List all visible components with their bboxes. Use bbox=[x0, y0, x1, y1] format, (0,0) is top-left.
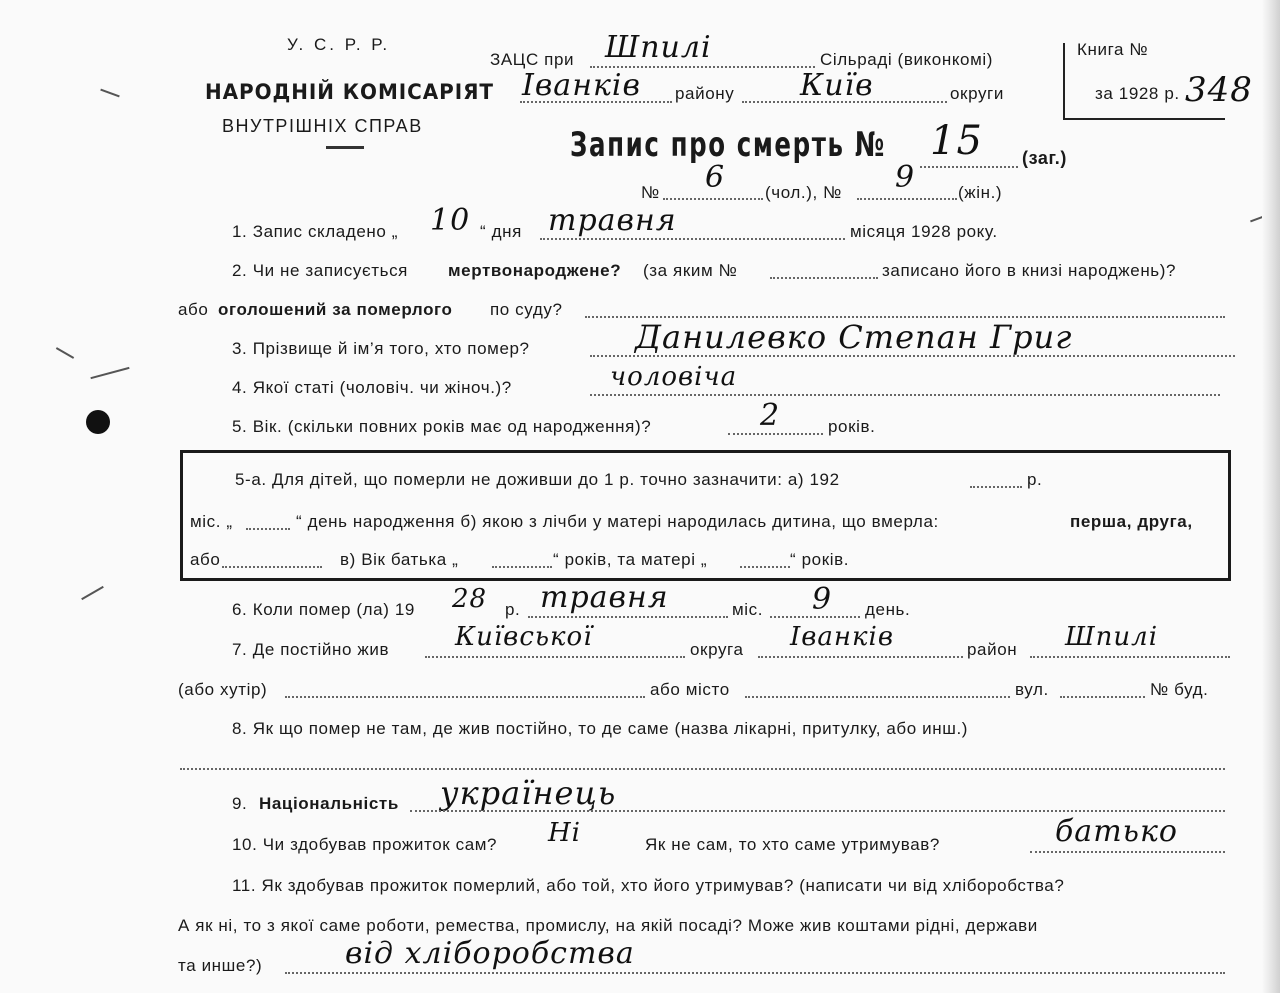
header-dash bbox=[326, 146, 364, 149]
q6-r: р. bbox=[505, 600, 521, 619]
q5a-mother-age-dots bbox=[740, 566, 790, 568]
q2-number-dots bbox=[770, 277, 878, 279]
margin-mark bbox=[100, 89, 119, 98]
q7-city-dots bbox=[745, 696, 1010, 698]
okrug-dots bbox=[742, 101, 947, 103]
q6-mis: міс. bbox=[732, 600, 764, 619]
okrug-label: округи bbox=[950, 84, 1004, 103]
q7-khutir-dots bbox=[285, 696, 645, 698]
header-commissariat: НАРОДНІЙ КОМІСАРІЯТ bbox=[205, 80, 494, 104]
q3-label: 3. Прізвище й ім’я того, хто помер? bbox=[232, 339, 530, 358]
q2-line1-c: записано його в книзі народжень)? bbox=[882, 261, 1177, 280]
q5a-line3-a: або bbox=[190, 550, 221, 569]
q5a-line2-a: міс. „ bbox=[190, 512, 233, 531]
q7-raion-label: район bbox=[967, 640, 1018, 659]
female-number-dots bbox=[857, 198, 957, 200]
q2-line2-b: по суду? bbox=[490, 300, 563, 319]
q2-line1-a: 2. Чи не записується bbox=[232, 261, 408, 280]
q5a-line1: 5-а. Для дітей, що померли не доживши до 1 р. точно зазначити: а) 192 bbox=[235, 470, 840, 489]
q6-prefix: 6. Коли помер (ла) 19 bbox=[232, 600, 415, 619]
q5a-line3-c: “ років, та матері „ bbox=[553, 550, 708, 569]
margin-mark bbox=[56, 347, 74, 359]
q5a-line3-d: “ років. bbox=[790, 550, 850, 569]
q6-day-dots bbox=[770, 616, 860, 618]
q2-line1-b: (за яким № bbox=[643, 261, 738, 280]
margin-mark bbox=[81, 586, 104, 600]
male-number-label: (чол.), № bbox=[765, 183, 842, 202]
q11-line3: та инше?) bbox=[178, 956, 263, 975]
q7-street-dots bbox=[1060, 696, 1145, 698]
q7-raion-handwritten: Іванків bbox=[790, 622, 895, 652]
q7-village-dots bbox=[1030, 656, 1230, 658]
record-title: Запис про смерть № bbox=[570, 125, 886, 165]
q2-line2-a: або bbox=[178, 300, 209, 319]
male-number-handwritten: 6 bbox=[705, 160, 726, 195]
district-dots bbox=[520, 101, 672, 103]
council-label: Сільраді (виконкомі) bbox=[820, 50, 994, 69]
q5a-father-age-dots bbox=[492, 566, 552, 568]
male-number-dots bbox=[663, 198, 763, 200]
q7-raion-dots bbox=[758, 656, 963, 658]
q1-month-handwritten: травня bbox=[548, 203, 677, 238]
q2-line1-bold: мертвонароджене? bbox=[448, 261, 622, 280]
q4-sex-handwritten: чоловіча bbox=[610, 362, 738, 392]
q5-suffix: років. bbox=[828, 417, 876, 436]
q7-okrug-label: округа bbox=[690, 640, 744, 659]
q6-month-handwritten: травня bbox=[540, 580, 669, 615]
q10-supporter-handwritten: батько bbox=[1055, 814, 1178, 849]
q4-label: 4. Якої статі (чоловіч. чи жіноч.)? bbox=[232, 378, 512, 397]
q6-day-handwritten: 9 bbox=[812, 582, 833, 617]
q5-dots bbox=[728, 433, 823, 435]
male-number-prefix: № bbox=[641, 183, 660, 202]
q7-line2-b: або місто bbox=[650, 680, 730, 699]
district-label: району bbox=[675, 84, 735, 103]
q1-month-dots bbox=[540, 238, 845, 240]
q5-label: 5. Вік. (скільки повних років має од народження)? bbox=[232, 417, 652, 436]
q5a-line3-b: в) Вік батька „ bbox=[340, 550, 459, 569]
q4-dots bbox=[590, 394, 1220, 396]
q1-mid: “ дня bbox=[480, 222, 522, 241]
q5a-order-dots bbox=[222, 566, 322, 568]
q5a-line2-b: “ день народження б) якою з лічби у матері народилась дитина, що вмерла: bbox=[296, 512, 939, 531]
header-ussr: У. С. Р. Р. bbox=[287, 35, 391, 54]
district-handwritten: Іванків bbox=[522, 68, 641, 103]
q3-dots bbox=[590, 355, 1235, 357]
q9-dots bbox=[410, 810, 1225, 812]
q7-okrug-handwritten: Київської bbox=[455, 622, 593, 652]
female-number-handwritten: 9 bbox=[895, 160, 916, 195]
q7-line2-c: вул. bbox=[1015, 680, 1049, 699]
book-year-label: за 1928 р. bbox=[1095, 84, 1180, 103]
q5a-day-dots bbox=[246, 528, 290, 530]
zags-label: ЗАЦС при bbox=[490, 50, 575, 69]
q2-line2-bold: оголошений за померлого bbox=[218, 300, 453, 319]
q7-okrug-dots bbox=[425, 656, 685, 658]
q5-age-handwritten: 2 bbox=[760, 398, 781, 433]
q11-line1: 11. Як здобував прожиток померлий, або той, хто його утримував? (написати чи від хліборобства? bbox=[232, 876, 1065, 895]
page-edge-shadow bbox=[1262, 0, 1280, 993]
q11-line2: А як ні, то з якої саме роботи, ремества, промислу, на якій посаді? Може жив коштами рідні, держави bbox=[178, 916, 1038, 935]
q11-occupation-handwritten: від хліборобства bbox=[345, 936, 635, 971]
zags-village-handwritten: Шпилі bbox=[605, 30, 712, 65]
q1-suffix: місяця 1928 року. bbox=[850, 222, 998, 241]
q7-label: 7. Де постійно жив bbox=[232, 640, 390, 659]
book-number-handwritten: 348 bbox=[1185, 70, 1253, 110]
book-label: Книга № bbox=[1077, 40, 1149, 59]
q9-bold-label: Національність bbox=[259, 794, 399, 813]
q1-day-handwritten: 10 bbox=[430, 203, 471, 238]
q5a-line2-bold: перша, друга, bbox=[1070, 512, 1193, 531]
q10-supporter-dots bbox=[1030, 851, 1225, 853]
record-number-handwritten: 15 bbox=[930, 118, 983, 164]
okrug-handwritten: Київ bbox=[800, 68, 874, 103]
q10-mid: Як не сам, то хто саме утримував? bbox=[645, 835, 940, 854]
q8-dots bbox=[180, 768, 1225, 770]
q5a-line1-end: р. bbox=[1027, 470, 1043, 489]
q9-label: 9. bbox=[232, 794, 248, 813]
q8-label: 8. Як що помер не там, де жив постійно, то де саме (назва лікарні, притулку, або инш.) bbox=[232, 719, 969, 738]
q6-suffix: день. bbox=[865, 600, 911, 619]
record-total-label: (заг.) bbox=[1022, 148, 1068, 168]
q10-label: 10. Чи здобував прожиток сам? bbox=[232, 835, 498, 854]
q3-name-handwritten: Данилевко Степан Григ bbox=[635, 318, 1073, 356]
q11-dots bbox=[285, 972, 1225, 974]
q7-line2-d: № буд. bbox=[1150, 680, 1209, 699]
record-number-dots bbox=[920, 166, 1018, 168]
q1-prefix: 1. Запис складено „ bbox=[232, 222, 399, 241]
q9-nationality-handwritten: українець bbox=[440, 774, 617, 812]
q6-month-dots bbox=[528, 616, 728, 618]
margin-mark bbox=[90, 367, 129, 379]
q5a-year-dots bbox=[970, 486, 1022, 488]
q7-village-handwritten: Шпилі bbox=[1065, 622, 1159, 652]
q6-year-handwritten: 28 bbox=[452, 584, 488, 614]
female-number-label: (жін.) bbox=[958, 183, 1003, 202]
punch-hole bbox=[86, 410, 110, 434]
q7-line2-a: (або хутір) bbox=[178, 680, 268, 699]
header-internal-affairs: ВНУТРІШНІХ СПРАВ bbox=[222, 116, 423, 136]
q10-self-handwritten: Ні bbox=[548, 818, 581, 848]
